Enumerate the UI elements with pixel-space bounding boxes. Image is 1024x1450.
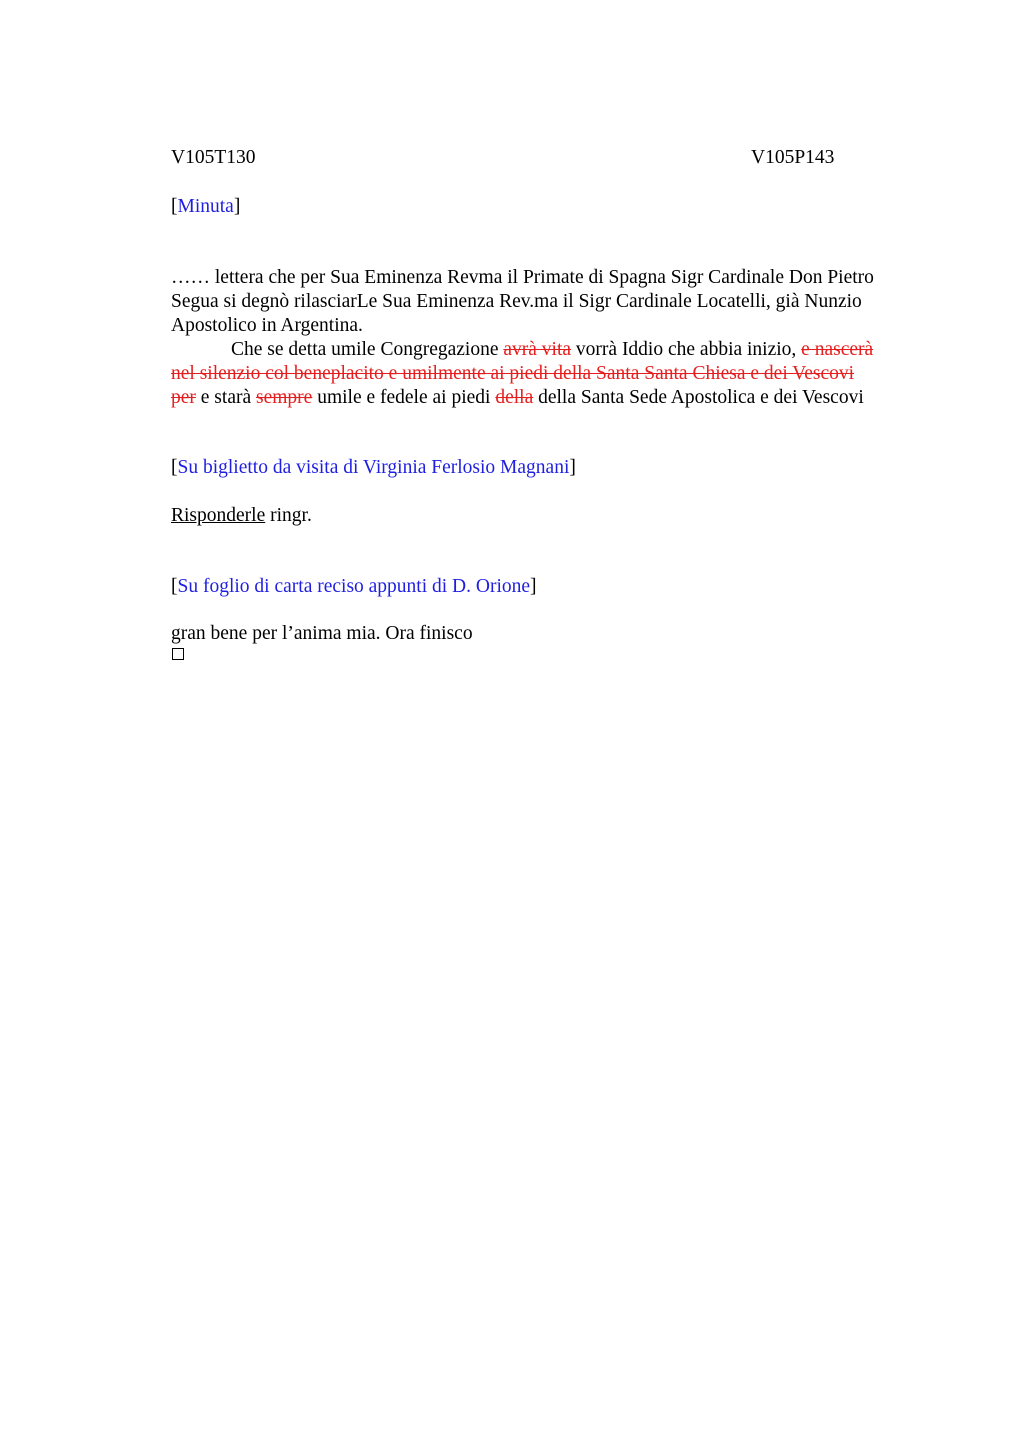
text-run: ringr. (265, 505, 312, 526)
visiting-card-label: Su biglietto da visita di Virginia Ferlosio Magnani (177, 457, 570, 478)
deleted-text: della (495, 387, 534, 408)
reply-note (171, 504, 312, 528)
open-bracket: [ (171, 196, 178, 217)
paragraph1-line2: Segua si degnò rilasciarLe Sua Eminenza Rev.ma il Sigr Cardinale Locatelli, già Nunzio (171, 291, 862, 312)
deleted-text: sempre (256, 387, 313, 408)
close-bracket: ] (233, 196, 241, 217)
paragraph1-line1: …… lettera che per Sua Eminenza Revma il Primate di Spagna Sigr Cardinale Don Pietro (171, 267, 874, 288)
checkbox-square-icon (172, 648, 184, 660)
paragraph2-line3 (171, 386, 864, 410)
minuta-label: Minuta (177, 196, 234, 217)
right-code: V105P143 (751, 147, 835, 168)
paragraph2-line1 (231, 338, 873, 362)
open-bracket: [ (171, 576, 178, 597)
left-code: V105T130 (171, 147, 256, 168)
text-run: della Santa Sede Apostolica e dei Vescovi (533, 387, 864, 408)
paragraph1-line3: Apostolico in Argentina. (171, 315, 363, 336)
text-run: vorrà Iddio che abbia inizio, (571, 339, 802, 360)
paper-sheet-label: Su foglio di carta reciso appunti di D. Orione (177, 576, 531, 597)
open-bracket: [ (171, 457, 178, 478)
minuta-heading (171, 195, 240, 219)
text-run: umile e fedele ai piedi (312, 387, 496, 408)
close-bracket: ] (569, 457, 576, 478)
deleted-text: per (171, 387, 196, 408)
deleted-text: e nascerà (801, 339, 874, 360)
underlined-word: Risponderle (171, 505, 266, 526)
text-run: e starà (195, 387, 256, 408)
deleted-text: avrà vita (503, 339, 572, 360)
closing-line: gran bene per l’anima mia. Ora finisco (171, 623, 473, 644)
visiting-card-heading (171, 456, 576, 480)
deleted-text: nel silenzio col beneplacito e umilmente ai piedi della Santa Santa Chiesa e dei Vescovi (171, 363, 855, 384)
paper-sheet-heading (171, 575, 537, 599)
close-bracket: ] (530, 576, 537, 597)
text-run: Che se detta umile Congregazione (231, 339, 504, 360)
paragraph2-line2 (171, 362, 854, 386)
